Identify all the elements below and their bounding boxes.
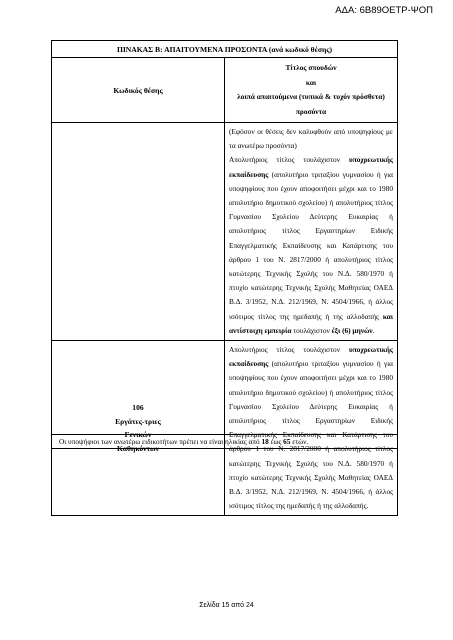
- ada-code: ΑΔΑ: 6Β89ΟΕΤΡ-ΨΟΠ: [335, 5, 433, 16]
- col-header-title-line3: λοιπά απαιτούμενα (τυπικά & τυχόν πρόσθετα) προσόντα: [237, 92, 385, 116]
- requirements-cell-alt: [225, 123, 398, 341]
- position-code-cell: [52, 341, 225, 516]
- table-title: ΠΙΝΑΚΑΣ Β: ΑΠΑΙΤΟΥΜΕΝΑ ΠΡΟΣΟΝΤΑ (ανά κωδικό θέσης): [52, 41, 398, 58]
- col-header-title: [225, 58, 398, 123]
- requirements-cell: [225, 341, 398, 516]
- col-header-title-line1: Τίτλος σπουδών: [285, 63, 337, 72]
- age-requirement-note: [51, 434, 398, 449]
- text-bold: και αντίστοιχη εμπειρία: [229, 311, 393, 335]
- max-age: 65: [283, 437, 291, 446]
- position-name-line2: Γενικών: [124, 430, 152, 440]
- text-part: Οι υποψήφιοι των ανωτέρω ειδικοτήτων πρέπει να είναι ηλικίας από: [59, 437, 262, 446]
- position-code: 106: [132, 403, 144, 413]
- alt-intro-text: (Εφόσον οι θέσεις δεν καλυφθούν από υποψηφίους με τα ανωτέρω προσόντα): [229, 127, 393, 151]
- text-bold: έξι (6) μηνών: [331, 325, 373, 335]
- col-header-title-line2: και: [305, 77, 317, 87]
- text-bold: υποχρεωτικής εκπαίδευσης: [229, 155, 393, 179]
- position-name-line3: Καθηκόντων: [117, 443, 159, 453]
- page-number: Σελίδα 15 από 24: [199, 602, 254, 609]
- table-title-row: [52, 41, 398, 58]
- text-part: έως: [268, 437, 284, 446]
- text-part: .: [372, 325, 375, 335]
- text-part: Απολυτήριος τίτλος τουλάχιστον: [229, 345, 350, 355]
- table-row: [52, 123, 398, 341]
- min-age: 18: [261, 437, 269, 446]
- text-part: Απολυτήριος τίτλος τουλάχιστον: [229, 155, 350, 165]
- text-part: (απολυτήριο τριταξίου γυμνασίου ή για υποψηφίους που έχουν αποφοιτήσει μέχρι και το 1980 απολυτήριο δημοτικού σχολείου) ή απολυτήριος τίτλος Γυμνασίου Σχολείου Δεύτερης Ευκαιρίας ή απολυτήριος τίτλος Εργαστηρίων Ειδικής Επαγγελματικής Εκπαίδευσης και Κατάρτισης του άρθρου 1 του Ν. 2817/2000 ή απολυτήριος τίτλος κατώτερης Τεχνικής Σχολής του Ν.Δ. 580/1970 ή πτυχίο κατώτερης Τεχνικής Σχολής Μαθητείας ΟΑΕΔ Β.Δ. 3/1952, Ν.Δ. 212/1969, Ν. 4504/1966, ή άλλος ισότιμος τίτλος της ημεδαπής ή της αλλοδαπής.: [229, 359, 393, 511]
- empty-code-cell: [52, 123, 225, 341]
- col-header-code: Κωδικός θέσης: [52, 58, 225, 123]
- requirements-text: [229, 343, 393, 513]
- position-name-line1: Εργάτες-τριες: [115, 416, 161, 426]
- text-part: (απολυτήριο τριταξίου γυμνασίου ή για υποψηφίους που έχουν αποφοιτήσει μέχρι και το 1980 απολυτήριο δημοτικού σχολείου) ή απολυτήριος τίτλος Γυμνασίου Σχολείου Δεύτερης Ευκαιρίας ή απολυτήριος τίτλος Εργαστηρίων Ειδικής Επαγγελματικής Εκπαίδευσης και Κατάρτισης του άρθρου 1 του Ν. 2817/2000 ή απολυτήριος τίτλος κατώτερης Τεχνικής Σχολής του Ν.Δ. 580/1970 ή πτυχίο κατώτερης Τεχνικής Σχολής Μαθητείας ΟΑΕΔ Β.Δ. 3/1952, Ν.Δ. 212/1969, Ν. 4504/1966, ή άλλος ισότιμος τίτλος της ημεδαπής ή της αλλοδαπής: [229, 169, 393, 321]
- alt-requirements-text: [229, 153, 393, 338]
- text-part: ετών.: [290, 437, 309, 446]
- table-header-row: [52, 58, 398, 123]
- text-bold: υποχρεωτικής εκπαίδευσης: [229, 345, 393, 369]
- table-row: [52, 341, 398, 516]
- text-part: τουλάχιστον: [291, 325, 332, 335]
